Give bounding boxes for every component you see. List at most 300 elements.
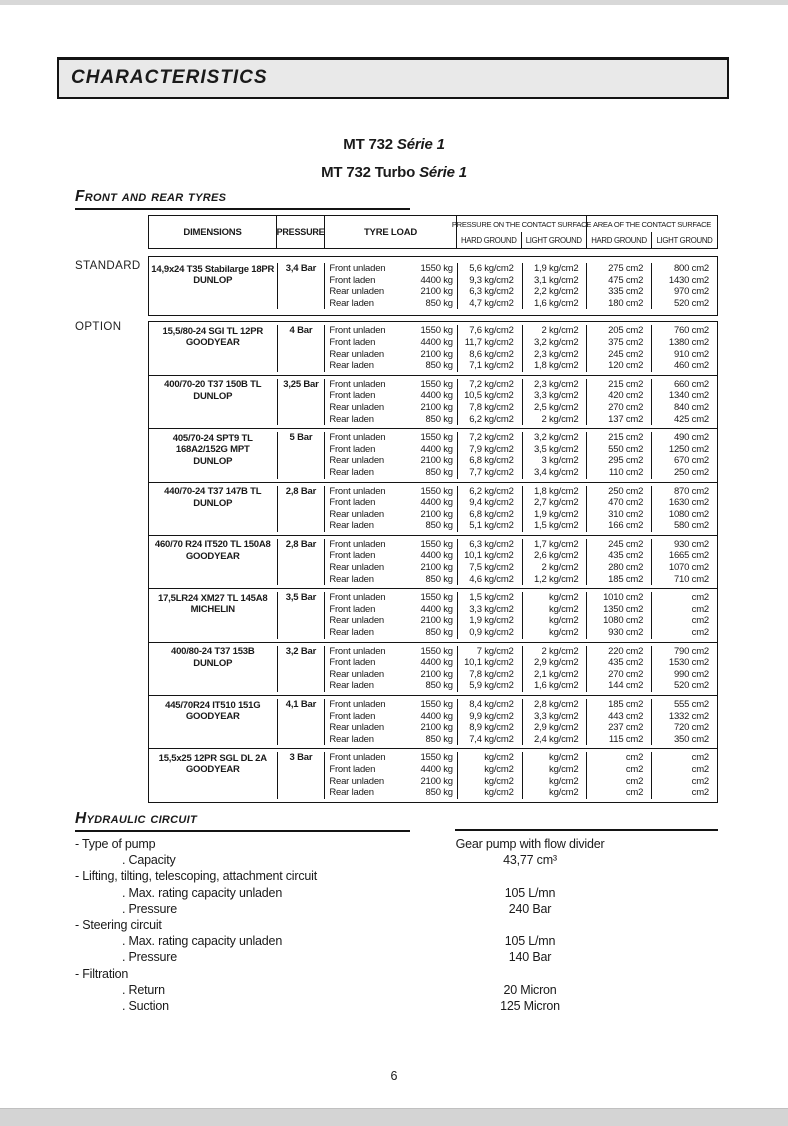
- spec-value: 240 Bar: [508, 901, 552, 916]
- tyre-row: [149, 588, 717, 641]
- value-line: 185 cm2: [608, 699, 644, 710]
- value-line: 205 cm2: [608, 325, 644, 337]
- load-label: Front laden: [329, 443, 376, 455]
- pressure-light-cell: [523, 432, 588, 478]
- load-line: [329, 562, 453, 574]
- value-line: 2,7 kg/cm2: [533, 497, 579, 509]
- value-line: 5,9 kg/cm2: [469, 680, 514, 692]
- value-line: 2,3 kg/cm2: [533, 378, 579, 390]
- load-label: Front laden: [329, 336, 376, 348]
- load-label: Rear laden: [329, 413, 374, 425]
- load-line: [329, 263, 453, 275]
- pressure-light-cell: [523, 325, 588, 371]
- load-label: Rear unladen: [329, 722, 384, 734]
- load-line: [329, 497, 453, 509]
- dimension-line: 405/70-24 SPT9 TL: [172, 432, 253, 444]
- value-line: 0,9 kg/cm2: [469, 627, 514, 639]
- pressure-light-cell: [523, 699, 588, 745]
- value-line: 790 cm2: [673, 645, 709, 657]
- pressure-light-cell: [523, 486, 588, 532]
- load-value: 2100 kg: [420, 775, 453, 787]
- value-line: 1380 cm2: [668, 336, 709, 348]
- value-line: 800 cm2: [673, 263, 709, 274]
- value-line: 6,8 kg/cm2: [469, 508, 514, 520]
- value-line: 6,8 kg/cm2: [469, 455, 514, 467]
- tyre-load-cell: [325, 592, 458, 638]
- tyre-table: [148, 215, 718, 803]
- pressure-hard-cell: [458, 432, 523, 478]
- value-line: 7,6 kg/cm2: [469, 325, 514, 337]
- header-area-contact-group: [587, 216, 717, 248]
- value-line: 2 kg/cm2: [541, 413, 579, 425]
- area-light-cell: [652, 432, 717, 478]
- dimension-line: 440/70-24 T37 147B TL: [164, 486, 262, 497]
- load-value: 2100 kg: [420, 508, 453, 520]
- value-line: 10,1 kg/cm2: [464, 657, 514, 669]
- value-line: 7 kg/cm2: [476, 645, 514, 657]
- load-label: Rear unladen: [329, 615, 384, 627]
- value-line: kg/cm2: [484, 775, 514, 787]
- area-hard-cell: [587, 325, 652, 371]
- area-light-cell: [652, 699, 717, 745]
- load-value: 850 kg: [425, 297, 453, 309]
- load-line: [329, 467, 453, 479]
- area-light-cell: [652, 486, 717, 532]
- area-hard-cell: [587, 646, 652, 692]
- load-line: [329, 657, 453, 669]
- value-line: 2,9 kg/cm2: [533, 722, 579, 734]
- header-light-ground-2: LIGHT GROUND: [656, 235, 713, 245]
- tyre-load-cell: [325, 486, 458, 532]
- value-line: 1,6 kg/cm2: [533, 680, 579, 692]
- pressure-cell: 2,8 Bar: [278, 539, 326, 585]
- value-line: 8,6 kg/cm2: [469, 348, 514, 360]
- value-line: 310 cm2: [608, 508, 644, 520]
- pressure-light-cell: [523, 752, 588, 798]
- value-line: kg/cm2: [549, 592, 579, 604]
- load-value: 4400 kg: [420, 603, 453, 615]
- dimension-line: DUNLOP: [193, 497, 233, 509]
- value-line: kg/cm2: [549, 752, 579, 764]
- header-pressure-contact-group: [451, 216, 592, 248]
- value-line: cm2: [625, 763, 644, 775]
- load-value: 1550 kg: [420, 263, 453, 274]
- header-dimensions: DIMENSIONS: [149, 216, 277, 248]
- value-line: 3,5 kg/cm2: [533, 443, 579, 455]
- value-line: 6,2 kg/cm2: [469, 413, 514, 425]
- tyre-load-cell: [325, 263, 458, 309]
- load-label: Front unladen: [329, 432, 386, 444]
- load-line: [329, 592, 453, 604]
- value-line: kg/cm2: [549, 615, 579, 627]
- value-line: 1,9 kg/cm2: [469, 615, 514, 627]
- load-label: Rear unladen: [329, 775, 384, 787]
- load-label: Front laden: [329, 657, 376, 669]
- load-value: 850 kg: [425, 680, 453, 692]
- area-light-cell: [652, 539, 717, 585]
- spec-label: . Suction: [122, 998, 169, 1013]
- value-line: 760 cm2: [673, 325, 709, 337]
- area-light-cell: [652, 325, 717, 371]
- value-line: 375 cm2: [608, 336, 644, 348]
- area-hard-cell: [587, 379, 652, 425]
- load-label: Front laden: [329, 763, 376, 775]
- value-line: 2,5 kg/cm2: [533, 401, 579, 413]
- value-line: 1,9 kg/cm2: [533, 508, 579, 520]
- load-line: [329, 711, 453, 723]
- load-label: Front laden: [329, 497, 376, 509]
- pressure-cell: 3,4 Bar: [278, 263, 326, 309]
- spec-row: [75, 868, 730, 884]
- value-line: 144 cm2: [608, 680, 644, 692]
- value-line: 2 kg/cm2: [541, 645, 579, 657]
- spec-label: . Return: [122, 982, 165, 997]
- dimensions-cell: [149, 646, 278, 692]
- load-label: Rear laden: [329, 573, 374, 585]
- load-value: 850 kg: [425, 627, 453, 639]
- load-label: Front laden: [329, 274, 376, 286]
- value-line: 1332 cm2: [668, 710, 709, 722]
- value-line: 166 cm2: [608, 520, 644, 532]
- value-line: cm2: [691, 763, 709, 775]
- area-light-cell: [652, 379, 717, 425]
- value-line: 11,7 kg/cm2: [464, 336, 514, 348]
- hydraulic-section-heading: Hydraulic circuit: [75, 810, 410, 832]
- tyre-row: [149, 482, 717, 535]
- dimension-line: GOODYEAR: [185, 337, 240, 349]
- dimension-line: MICHELIN: [190, 604, 235, 616]
- value-line: 580 cm2: [673, 520, 709, 532]
- load-value: 2100 kg: [420, 722, 453, 734]
- value-line: 1350 cm2: [603, 603, 644, 615]
- load-value: 2100 kg: [420, 401, 453, 413]
- value-line: 520 cm2: [673, 680, 709, 692]
- load-line: [329, 360, 453, 372]
- load-value: 1550 kg: [420, 752, 453, 764]
- spec-value: 105 L/mn: [504, 934, 556, 949]
- header-tyre-load: TYRE LOAD: [325, 216, 457, 248]
- value-line: kg/cm2: [484, 752, 514, 764]
- dimension-line: DUNLOP: [193, 390, 233, 402]
- load-line: [329, 680, 453, 692]
- value-line: 443 cm2: [608, 710, 644, 722]
- value-line: cm2: [691, 603, 709, 615]
- value-line: 9,4 kg/cm2: [469, 497, 514, 509]
- value-line: 185 cm2: [608, 573, 644, 585]
- value-line: 6,2 kg/cm2: [469, 485, 514, 497]
- load-label: Rear laden: [329, 360, 374, 372]
- bottom-edge-bar: [0, 1108, 788, 1126]
- load-label: Rear laden: [329, 466, 374, 478]
- value-line: 1,7 kg/cm2: [533, 538, 579, 550]
- value-line: 7,2 kg/cm2: [469, 432, 514, 444]
- load-value: 1550 kg: [420, 432, 453, 444]
- spec-label: - Lifting, tilting, telescoping, attachment circuit: [75, 869, 318, 884]
- value-line: 1,6 kg/cm2: [533, 297, 579, 309]
- value-line: 710 cm2: [673, 573, 709, 585]
- load-label: Rear laden: [329, 627, 374, 639]
- pressure-cell: 5 Bar: [278, 432, 326, 478]
- load-value: 2100 kg: [420, 286, 453, 298]
- tyres-section-heading: Front and rear tyres: [75, 188, 410, 210]
- load-value: 850 kg: [425, 787, 453, 799]
- spec-row: [75, 836, 730, 852]
- load-value: 850 kg: [425, 573, 453, 585]
- load-line: [329, 646, 453, 658]
- value-line: 1,8 kg/cm2: [533, 360, 579, 372]
- load-value: 4400 kg: [420, 443, 453, 455]
- spec-row: [75, 901, 730, 917]
- value-line: 3,3 kg/cm2: [533, 390, 579, 402]
- header-area-contact: AREA OF THE CONTACT SURFACE: [592, 219, 712, 229]
- tyre-row: [149, 535, 717, 588]
- load-line: [329, 776, 453, 788]
- load-line: [329, 699, 453, 711]
- load-line: [329, 432, 453, 444]
- load-label: Rear laden: [329, 680, 374, 692]
- model-2-series: Série 1: [419, 164, 467, 181]
- value-line: 5,1 kg/cm2: [469, 520, 514, 532]
- load-line: [329, 722, 453, 734]
- load-line: [329, 349, 453, 361]
- load-value: 4400 kg: [420, 390, 453, 402]
- value-line: 9,3 kg/cm2: [469, 274, 514, 286]
- standard-group-label: STANDARD: [75, 260, 141, 272]
- load-line: [329, 444, 453, 456]
- tyre-row: [149, 695, 717, 748]
- load-label: Rear laden: [329, 787, 374, 799]
- pressure-cell: 3,5 Bar: [278, 592, 326, 638]
- value-line: 2 kg/cm2: [541, 325, 579, 337]
- value-line: 1,5 kg/cm2: [469, 592, 514, 604]
- pressure-light-cell: [523, 539, 588, 585]
- area-hard-cell: [587, 539, 652, 585]
- dimensions-cell: [149, 432, 278, 478]
- value-line: 220 cm2: [608, 645, 644, 657]
- load-value: 4400 kg: [420, 497, 453, 509]
- value-line: kg/cm2: [549, 787, 579, 799]
- value-line: 470 cm2: [608, 497, 644, 509]
- value-line: kg/cm2: [484, 787, 514, 799]
- value-line: 3,1 kg/cm2: [533, 274, 579, 286]
- value-line: 490 cm2: [673, 432, 709, 444]
- load-label: Rear unladen: [329, 562, 384, 574]
- dimension-line: 15,5x25 12PR SGL DL 2A: [158, 752, 267, 764]
- dimension-line: DUNLOP: [193, 455, 233, 467]
- value-line: 7,8 kg/cm2: [469, 401, 514, 413]
- pressure-hard-cell: [458, 325, 523, 371]
- value-line: 10,5 kg/cm2: [464, 390, 514, 402]
- tyre-row: [149, 748, 717, 801]
- value-line: 120 cm2: [608, 360, 644, 372]
- load-line: [329, 669, 453, 681]
- value-line: 1340 cm2: [668, 390, 709, 402]
- tyre-load-cell: [325, 539, 458, 585]
- load-value: 850 kg: [425, 520, 453, 532]
- load-value: 1550 kg: [420, 325, 453, 337]
- load-value: 2100 kg: [420, 562, 453, 574]
- pressure-hard-cell: [458, 646, 523, 692]
- load-label: Rear unladen: [329, 455, 384, 467]
- header-pressure-contact: PRESSURE ON THE CONTACT SURFACE: [451, 219, 592, 229]
- dimensions-cell: [149, 539, 278, 585]
- load-line: [329, 615, 453, 627]
- load-label: Rear unladen: [329, 348, 384, 360]
- value-line: 1,8 kg/cm2: [533, 485, 579, 497]
- load-line: [329, 486, 453, 498]
- dimensions-cell: [149, 379, 278, 425]
- value-line: 990 cm2: [673, 668, 709, 680]
- value-line: cm2: [691, 775, 709, 787]
- load-label: Rear laden: [329, 733, 374, 745]
- value-line: 7,5 kg/cm2: [469, 562, 514, 574]
- value-line: 2,3 kg/cm2: [533, 348, 579, 360]
- load-value: 2100 kg: [420, 668, 453, 680]
- value-line: cm2: [625, 787, 644, 799]
- value-line: 250 cm2: [608, 485, 644, 497]
- load-line: [329, 390, 453, 402]
- load-line: [329, 455, 453, 467]
- pressure-hard-cell: [458, 486, 523, 532]
- pressure-cell: 3,25 Bar: [278, 379, 326, 425]
- load-value: 1550 kg: [420, 645, 453, 657]
- value-line: 670 cm2: [673, 455, 709, 467]
- load-line: [329, 550, 453, 562]
- load-value: 1550 kg: [420, 378, 453, 390]
- dimensions-cell: [149, 263, 278, 309]
- tyre-load-cell: [325, 752, 458, 798]
- spec-row: [75, 982, 730, 998]
- value-line: 10,1 kg/cm2: [464, 550, 514, 562]
- top-edge-bar: [0, 0, 788, 5]
- load-value: 850 kg: [425, 360, 453, 372]
- pressure-light-cell: [523, 263, 588, 309]
- spec-row: [75, 885, 730, 901]
- tyre-load-cell: [325, 325, 458, 371]
- load-value: 1550 kg: [420, 592, 453, 604]
- load-line: [329, 337, 453, 349]
- value-line: 1665 cm2: [668, 550, 709, 562]
- value-line: 1,5 kg/cm2: [533, 520, 579, 532]
- value-line: 910 cm2: [673, 348, 709, 360]
- pressure-cell: 2,8 Bar: [278, 486, 326, 532]
- value-line: 3,3 kg/cm2: [469, 603, 514, 615]
- value-line: 2,6 kg/cm2: [533, 550, 579, 562]
- load-value: 2100 kg: [420, 455, 453, 467]
- value-line: 425 cm2: [673, 413, 709, 425]
- tyre-row: [149, 257, 717, 315]
- load-value: 4400 kg: [420, 710, 453, 722]
- model-2-name: MT 732 Turbo: [321, 164, 416, 181]
- load-value: 1550 kg: [420, 485, 453, 497]
- dimension-line: GOODYEAR: [185, 550, 240, 562]
- value-line: 7,8 kg/cm2: [469, 668, 514, 680]
- load-line: [329, 298, 453, 310]
- value-line: 270 cm2: [608, 401, 644, 413]
- load-value: 850 kg: [425, 413, 453, 425]
- tyre-load-cell: [325, 646, 458, 692]
- dimension-line: GOODYEAR: [185, 764, 240, 776]
- value-line: 3 kg/cm2: [541, 455, 579, 467]
- value-line: 1080 cm2: [668, 508, 709, 520]
- load-value: 850 kg: [425, 733, 453, 745]
- value-line: 1,2 kg/cm2: [533, 573, 579, 585]
- value-line: 460 cm2: [673, 360, 709, 372]
- value-line: kg/cm2: [549, 627, 579, 639]
- value-line: 115 cm2: [608, 733, 644, 745]
- value-line: 9,9 kg/cm2: [469, 710, 514, 722]
- load-value: 4400 kg: [420, 274, 453, 286]
- spec-label: . Max. rating capacity unladen: [122, 885, 283, 900]
- value-line: 4,6 kg/cm2: [469, 573, 514, 585]
- chapter-title: CHARACTERISTICS: [71, 67, 268, 88]
- value-line: kg/cm2: [549, 775, 579, 787]
- value-line: 970 cm2: [673, 286, 709, 298]
- value-line: 1010 cm2: [603, 592, 644, 604]
- value-line: 3,2 kg/cm2: [533, 336, 579, 348]
- area-light-cell: [652, 592, 717, 638]
- load-label: Front unladen: [329, 378, 386, 390]
- spec-label: . Pressure: [122, 950, 177, 965]
- value-line: 6,3 kg/cm2: [469, 286, 514, 298]
- value-line: 2,4 kg/cm2: [533, 733, 579, 745]
- load-line: [329, 574, 453, 586]
- load-line: [329, 764, 453, 776]
- spec-label: . Pressure: [122, 901, 177, 916]
- load-label: Rear unladen: [329, 508, 384, 520]
- spec-value: 43,77 cm³: [503, 853, 557, 868]
- area-light-cell: [652, 752, 717, 798]
- load-line: [329, 286, 453, 298]
- area-hard-cell: [587, 752, 652, 798]
- pressure-hard-cell: [458, 539, 523, 585]
- load-line: [329, 509, 453, 521]
- dimension-line: 15,5/80-24 SGI TL 12PR: [162, 325, 264, 337]
- value-line: cm2: [691, 627, 709, 639]
- pressure-cell: 3 Bar: [278, 752, 326, 798]
- load-value: 1550 kg: [420, 699, 453, 710]
- value-line: 870 cm2: [673, 485, 709, 497]
- value-line: 250 cm2: [673, 466, 709, 478]
- load-label: Front unladen: [329, 538, 386, 550]
- spec-row: [75, 949, 730, 965]
- value-line: 840 cm2: [673, 401, 709, 413]
- pressure-hard-cell: [458, 752, 523, 798]
- spec-row: [75, 852, 730, 868]
- spec-label: - Steering circuit: [75, 917, 162, 932]
- spec-label: . Capacity: [122, 853, 176, 868]
- value-line: 280 cm2: [608, 562, 644, 574]
- tyre-load-cell: [325, 699, 458, 745]
- load-label: Rear laden: [329, 520, 374, 532]
- value-line: 6,3 kg/cm2: [469, 538, 514, 550]
- area-light-cell: [652, 646, 717, 692]
- model-names: [0, 131, 788, 187]
- value-line: 137 cm2: [608, 413, 644, 425]
- value-line: 7,1 kg/cm2: [469, 360, 514, 372]
- model-line-1: [0, 131, 788, 159]
- dimension-line: 14,9x24 T35 Stabilarge 18PR: [151, 263, 275, 275]
- value-line: 1070 cm2: [668, 562, 709, 574]
- value-line: 215 cm2: [608, 378, 644, 390]
- value-line: 1630 cm2: [668, 497, 709, 509]
- pressure-light-cell: [523, 379, 588, 425]
- load-line: [329, 325, 453, 337]
- area-hard-cell: [587, 432, 652, 478]
- area-hard-cell: [587, 699, 652, 745]
- value-line: 350 cm2: [673, 733, 709, 745]
- value-line: 245 cm2: [608, 538, 644, 550]
